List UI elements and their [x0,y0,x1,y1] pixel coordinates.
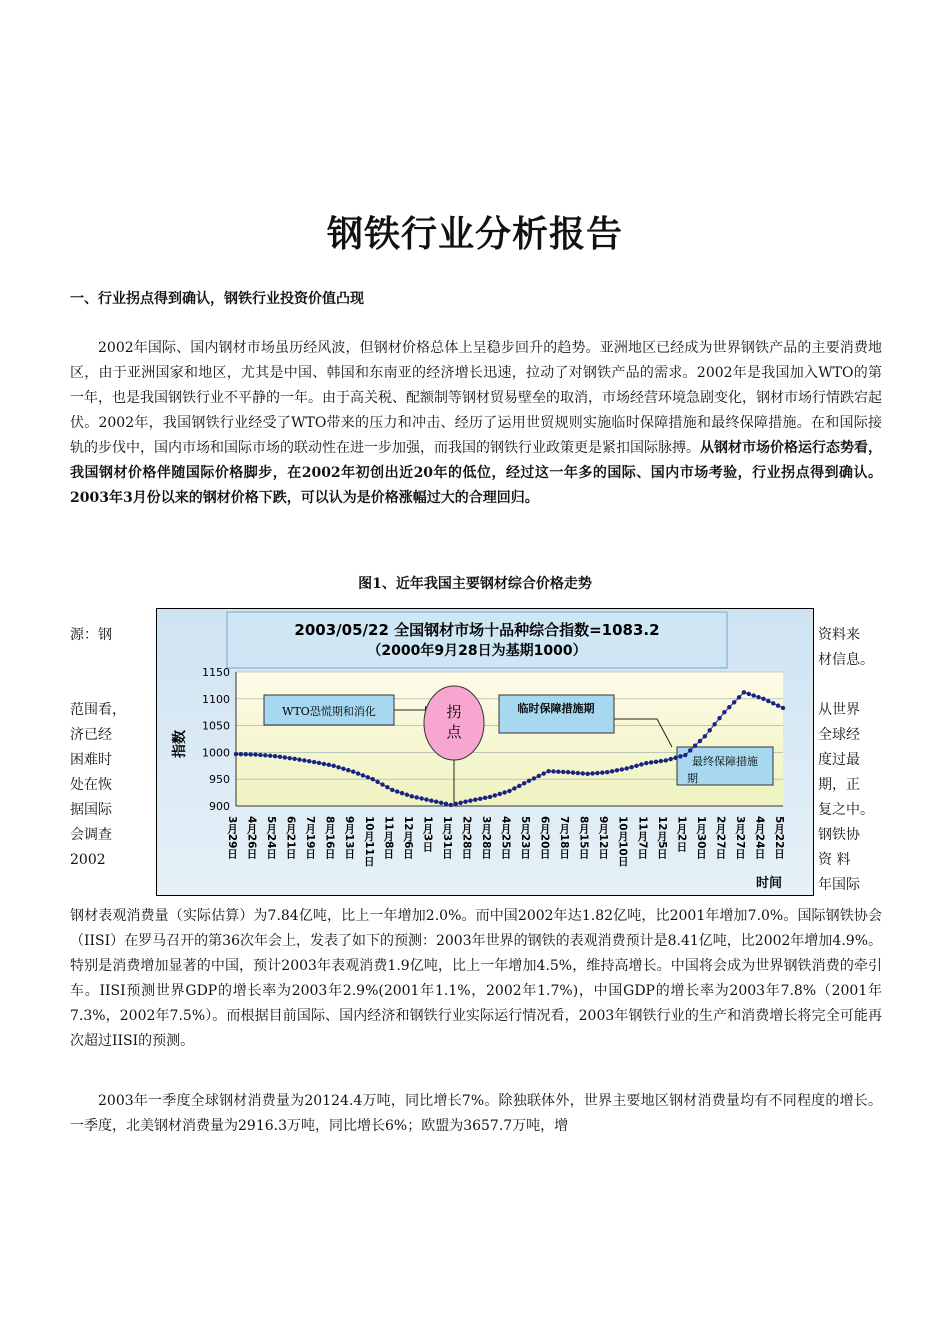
data-point [605,770,609,774]
series-marker [541,771,545,775]
figure-caption: 图1、近年我国主要钢材综合价格走势 [358,576,592,592]
series-marker [454,802,458,806]
series-marker [473,798,477,802]
data-point [449,803,453,807]
chart-title: 2003/05/22 全国钢材市场十品种综合指数=1083.2 [294,621,660,639]
paragraph-q1: 2003年一季度全球钢材消费量为20124.4万吨，同比增长7%。除独联体外，世界主要地区钢材消费量均有不同程度的增长。一季度，北美钢材消费量为2916.3万吨，同比增长6%；欧盟为3657.7万吨，增 [70,1093,882,1134]
series-marker [654,760,658,764]
series-marker [317,761,321,765]
series-marker [434,800,438,804]
data-point [585,772,589,776]
price-index-chart [156,608,814,896]
series-marker [688,748,692,752]
series-marker [341,767,345,771]
annotation-final-line-1: 最终保障措施 [692,755,758,768]
data-point [371,777,375,781]
series-marker [756,695,760,699]
series-marker [668,757,672,761]
series-marker [458,801,462,805]
series-marker [693,744,697,748]
series-marker [302,758,306,762]
y-axis-label: 指数 [172,730,188,758]
x-tick-label: 9月13日 [343,816,356,859]
series-marker [512,786,516,790]
x-tick-label: 5月23日 [519,816,532,859]
wrap-right-line: 全球经 [818,727,860,743]
wrap-right-line: 期，正 [818,777,860,793]
series-marker [288,756,292,760]
x-tick-label: 5月22日 [773,816,785,859]
wrap-left-line: 处在恢 [70,777,112,793]
paragraph-intro-text: 2002年国际、国内钢材市场虽历经风波，但钢材价格总体上呈稳步回升的趋势。亚洲地区已经成为世界钢铁产品的主要消费地区，由于亚洲国家和地区，尤其是中国、韩国和东南亚的经济增长迅速，拉动了对钢铁产品的需求。2002年是我国加入WTO的第一年，也是我国钢铁行业不平静的一年。由于高关税、配额制等钢材贸易壁垒的取消，市场经营环境急剧变化，钢材市场行情跌宕起伏。2002年，我国钢铁行业经受了WTO带来的压力和冲击、经历了运用世贸规则实施临时保障措施和最终保障措施。在和国际接轨的步伐中，国内市场和国际市场的联动性在进一步加强，而我国的钢铁行业政策更是紧扣国际脉搏。 [70,340,882,456]
series-marker [600,770,604,774]
data-point [351,769,355,773]
series-marker [463,800,467,804]
series-marker [595,771,599,775]
wrap-right-line [818,673,874,698]
x-tick-label: 2月27日 [714,816,727,859]
data-point [468,798,472,802]
series-marker [732,700,736,704]
series-marker [307,759,311,763]
x-tick-label: 4月24日 [753,816,766,859]
paragraph-consumption: 钢材表观消费量（实际估算）为7.84亿吨，比上一年增加2.0%。而中国2002年达1.82亿吨，比2001年增加7.0%。国际钢铁协会（IISI）在罗马召开的第36次年会上，发表了如下的预测：2003年世界的钢铁的表观消费预计是8.41亿吨，比2002年增加4.9%。特别是消费增加显著的中国，预计2003年表观消费1.9亿吨，比上一年增加4.5%，维持高增长。中国将会成为世界钢铁消费的牵引车。IISI预测世界GDP的增长率为2003年2.9%(2001年1.1%，2002年1.7%)，中国GDP的增长率为2003年7.8%（2001年7.3%，2002年7.5%）。而根据目前国际、国内经济和钢铁行业实际运行情况看，2003年钢铁行业的生产和消费增长将完全可能再次超过IISI的预测。 [70,908,882,1049]
x-tick-label: 10月10日 [616,816,629,867]
series-marker [537,774,541,778]
series-marker [747,692,751,696]
series-marker [751,693,755,697]
x-tick-label: 1月3日 [421,816,434,852]
series-marker [708,728,712,732]
wrap-right-line: 资 料 [818,852,851,868]
series-marker [444,802,448,806]
chart-subtitle: （2000年9月28日为基期1000） [367,643,587,659]
series-marker [522,781,526,785]
series-marker [239,752,243,756]
chart-svg [157,609,813,895]
data-point [722,710,726,714]
x-tick-label: 7月18日 [558,816,571,859]
x-tick-label: 3月28日 [479,816,492,859]
wrap-left-line: 济已经 [70,727,112,743]
series-marker [649,760,653,764]
series-marker [498,792,502,796]
series-marker [336,765,340,769]
series-marker [258,753,262,757]
data-point [664,758,668,762]
series-marker [576,771,580,775]
x-tick-label: 6月20日 [538,816,551,859]
series-marker [532,776,536,780]
x-tick-label: 1月30日 [694,816,707,859]
series-marker [727,705,731,709]
wrap-right-line: 钢铁协 [818,827,860,843]
series-marker [502,790,506,794]
wrap-left-line [70,673,126,698]
x-tick-label: 2月28日 [460,816,473,859]
wrap-text-left [70,623,126,873]
data-point [566,770,570,774]
series-marker [419,796,423,800]
x-tick-label: 4月26日 [245,816,258,859]
paragraph-intro [70,336,882,511]
series-marker [356,771,360,775]
wrap-left-line: 源：钢 [70,627,112,643]
page-title: 钢铁行业分析报告 [326,214,623,255]
series-marker [375,780,379,784]
wrap-left-line: 2002 [70,852,106,868]
wrap-right-line: 度过最 [818,752,860,768]
series-marker [659,759,663,763]
annotation-temporary: 临时保障措施期 [517,702,595,715]
series-marker [678,754,682,758]
series-marker [297,757,301,761]
series-marker [776,703,780,707]
series-marker [766,699,770,703]
series-marker [327,763,331,767]
x-tick-label: 8月15日 [577,816,590,859]
paragraph-intro-bold: 从钢材市场价格运行态势看，我国钢材价格伴随国际价格脚步，在2002年初创出近20年的低位，经过这一年多的国际、国内市场考验，行业拐点得到确认。2003年3月份以来的钢材价格下跌，可以认为是价格涨幅过大的合理回归。 [70,440,882,506]
wrap-right-line: 年国际 [818,877,860,893]
series-marker [405,793,409,797]
x-tick-label: 12月5日 [655,816,668,859]
data-point [234,752,238,756]
wrap-right-line: 复之中。 [818,802,874,818]
series-marker [717,716,721,720]
wrap-right-line: 从世界 [818,702,860,718]
y-tick-label: 1100 [202,692,230,706]
series-marker [517,784,521,788]
annotation-final-line-2: 期 [687,772,698,785]
y-tick-label: 900 [209,800,230,813]
series-marker [712,722,716,726]
series-marker [395,789,399,793]
x-tick-label: 3月27日 [733,816,746,859]
series-marker [629,765,633,769]
x-tick-label: 11月7日 [636,816,649,859]
x-tick-label: 4月25日 [499,816,512,859]
x-tick-label: 9月12日 [597,816,610,859]
x-tick-label: 11月8日 [382,816,395,859]
data-point [507,789,511,793]
series-marker [478,797,482,801]
wrap-text-right [818,623,874,898]
x-axis-label: 时间 [755,876,783,891]
data-point [683,753,687,757]
series-marker [634,764,638,768]
y-tick-label: 1050 [202,719,230,733]
y-tick-label: 1150 [202,666,230,679]
y-tick-label: 1000 [202,746,230,760]
data-point [761,697,765,701]
y-tick-label: 950 [209,773,230,787]
x-tick-label: 10月11日 [362,816,375,867]
series-marker [493,793,497,797]
series-marker [561,770,565,774]
annotation-wto: WTO恐慌期和消化 [282,705,376,718]
series-marker [571,770,575,774]
series-marker [620,767,624,771]
wrap-left-line: 范围看， [70,702,126,718]
series-marker [551,769,555,773]
series-marker [268,754,272,758]
series-marker [415,795,419,799]
wrap-right-line: 材信息。 [818,652,874,668]
x-tick-label: 8月16日 [323,816,336,859]
x-tick-label: 3月29日 [226,816,238,859]
x-tick-label: 1月31日 [440,816,453,859]
data-point [546,769,550,773]
data-point [742,690,746,694]
series-marker [737,695,741,699]
wrap-left-line: 会调查 [70,827,112,843]
data-point [625,766,629,770]
series-marker [590,771,594,775]
data-point [390,788,394,792]
annotation-turning-char-2: 点 [446,723,462,741]
data-point [781,706,785,710]
series-marker [424,797,428,801]
x-tick-label: 1月2日 [675,816,688,852]
series-marker [400,791,404,795]
series-marker [439,801,443,805]
series-marker [483,796,487,800]
data-point [273,754,277,758]
data-point [312,760,316,764]
x-tick-label: 5月24日 [265,816,278,859]
annotation-turning-char-1: 拐 [446,703,462,721]
series-marker [556,769,560,773]
series-marker [283,755,287,759]
series-marker [263,753,267,757]
data-point [429,798,433,802]
series-marker [380,782,384,786]
data-point [644,761,648,765]
series-marker [385,785,389,789]
wrap-left-line [70,648,126,673]
wrap-left-line: 困难时 [70,752,112,768]
data-point [488,795,492,799]
series-marker [581,771,585,775]
series-marker [698,739,702,743]
wrap-right-line: 资料来 [818,627,860,643]
series-marker [366,775,370,779]
plot-area [236,672,783,806]
x-tick-label: 6月21日 [284,816,297,859]
series-marker [244,752,248,756]
series-marker [278,755,282,759]
series-marker [771,701,775,705]
series-marker [248,752,252,756]
series-marker [346,768,350,772]
series-marker [639,762,643,766]
series-marker [615,768,619,772]
series-marker [361,773,365,777]
data-point [331,764,335,768]
x-tick-label: 12月6日 [401,816,414,859]
section-heading: 一、行业拐点得到确认，钢铁行业投资价值凸现 [70,291,364,307]
data-point [527,779,531,783]
wrap-left-line: 据国际 [70,802,112,818]
data-point [253,752,257,756]
data-point [410,794,414,798]
x-tick-label: 7月19日 [304,816,317,859]
data-point [703,734,707,738]
series-marker [673,756,677,760]
series-marker [322,762,326,766]
data-point [292,757,296,761]
series-marker [610,769,614,773]
